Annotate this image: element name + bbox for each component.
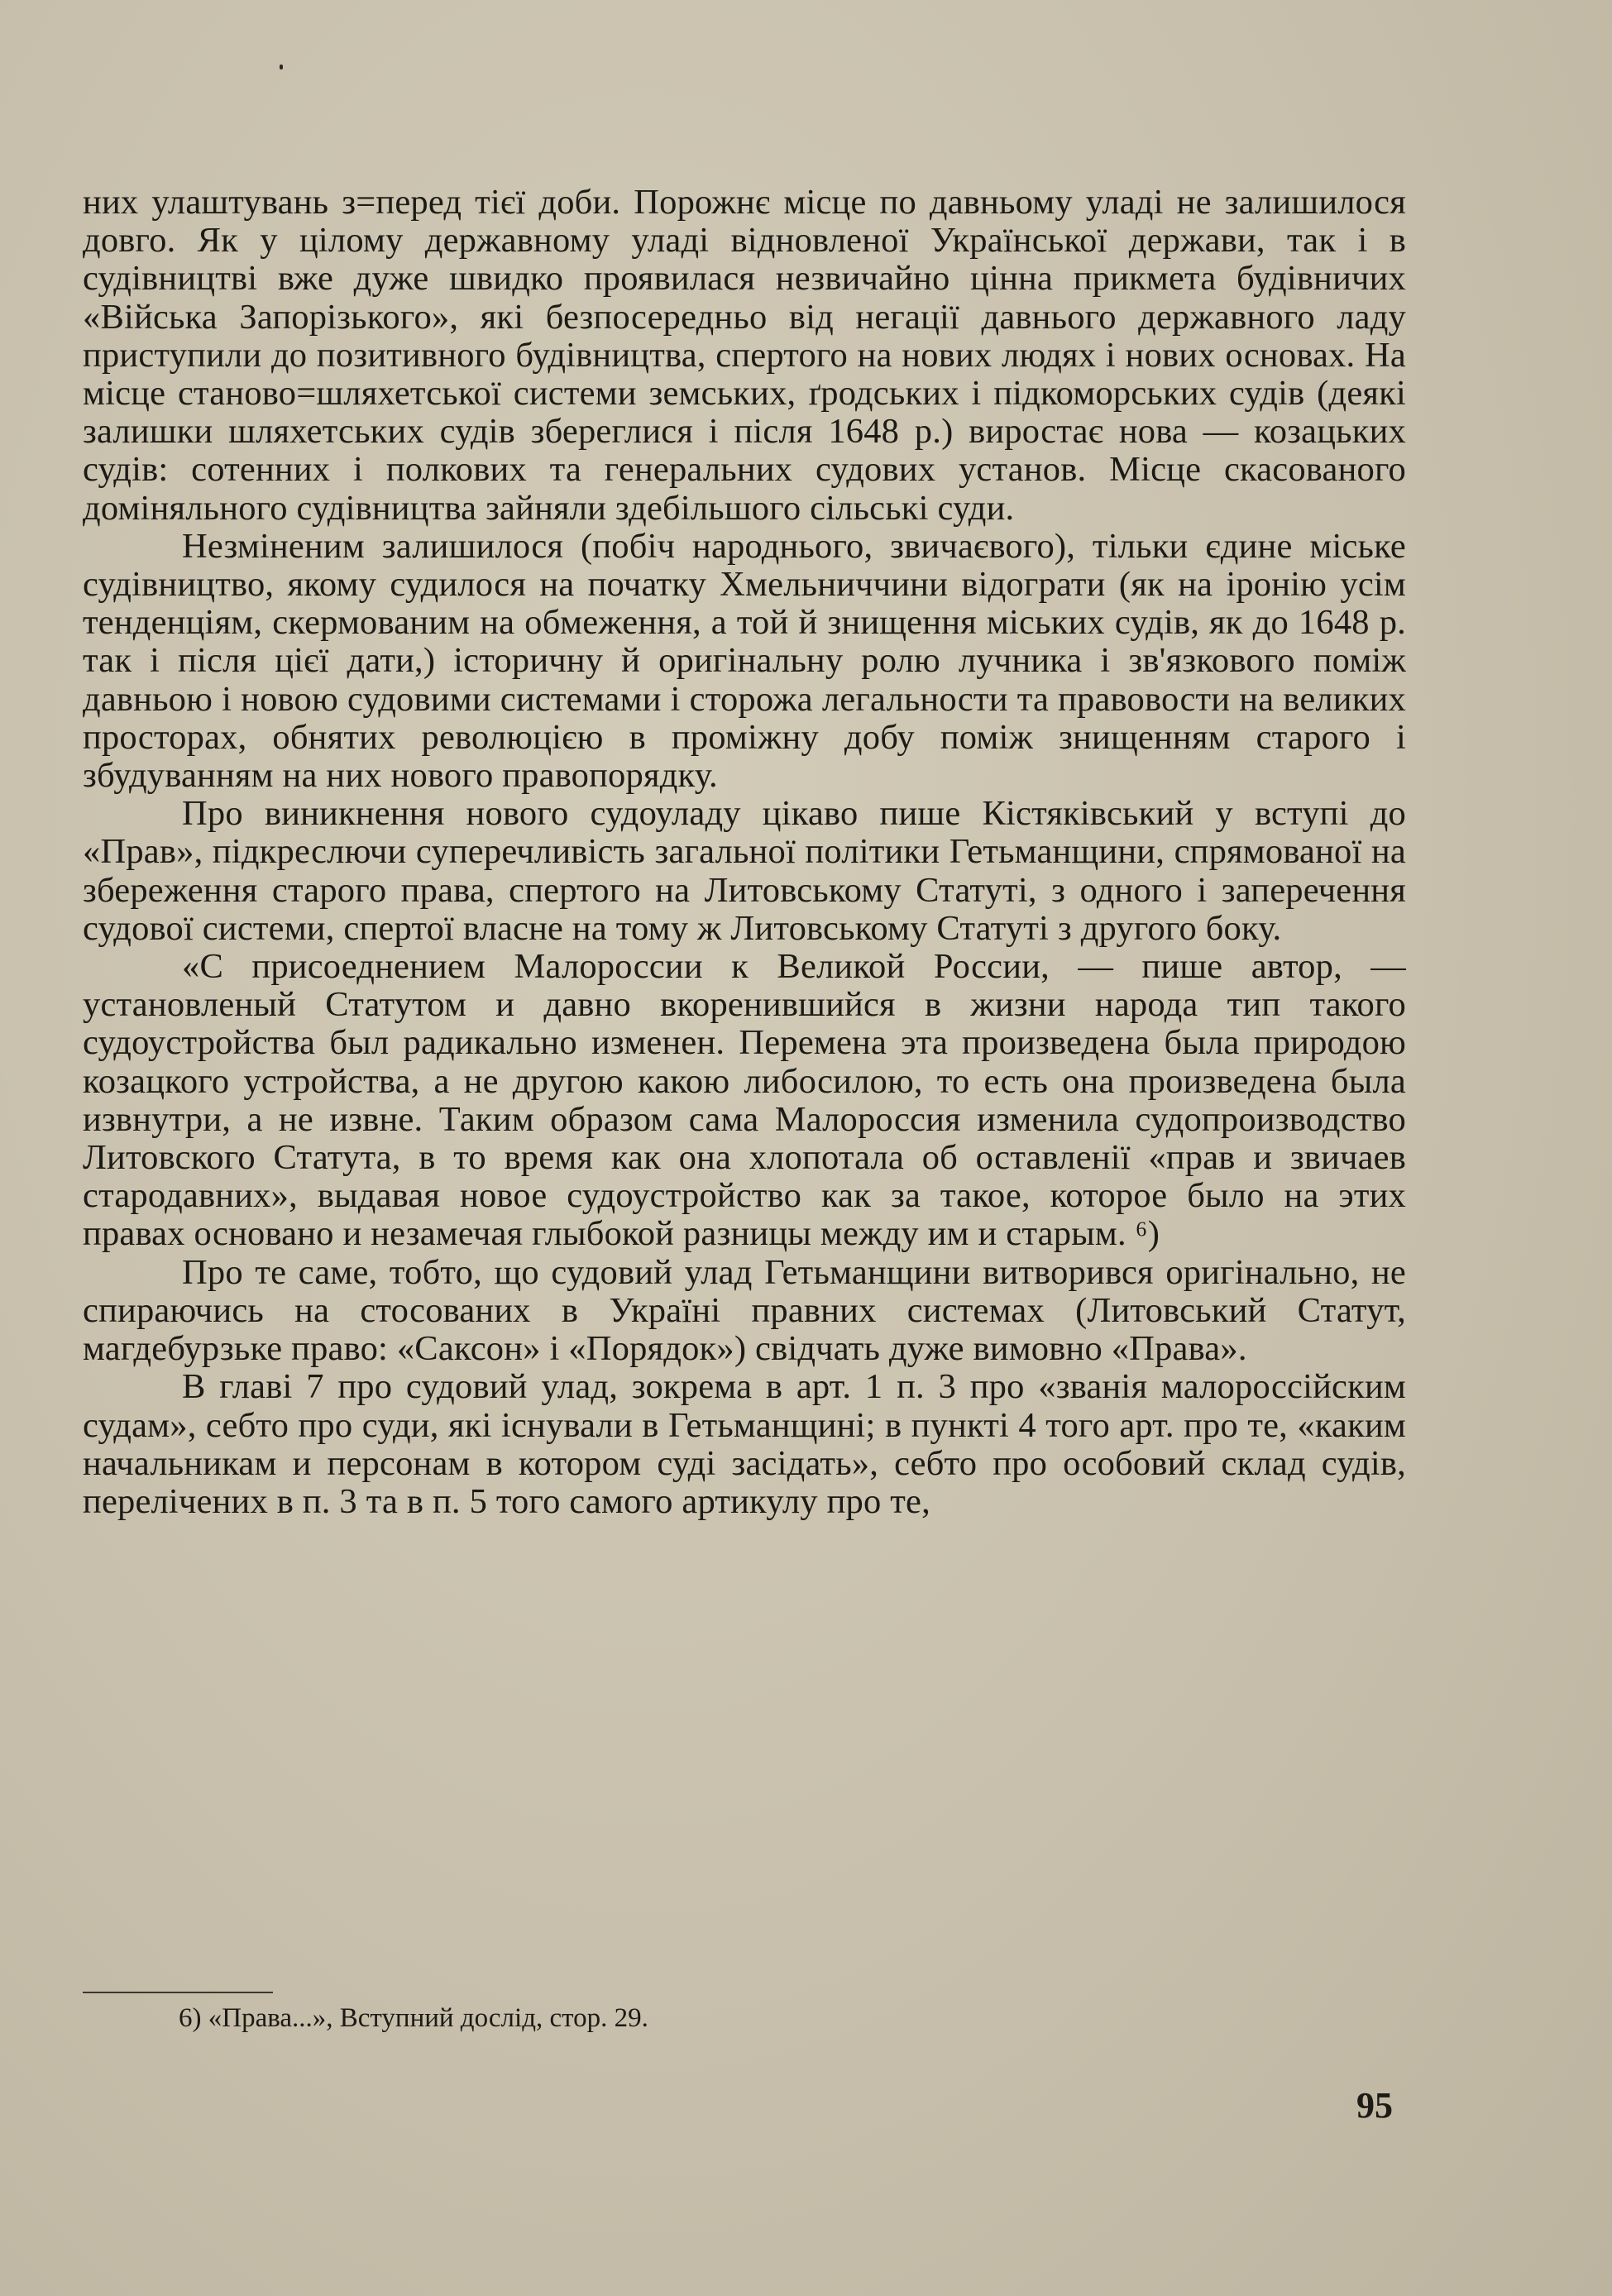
paragraph-1: них улаштувань з=перед тієї доби. Порожнє місце по давньому уладі не залишилося довго. Як у цілому державному уладі відновленої Української держави, так і в судівництві вже дуже швидко проявилася незвичайно цінна прикмета будівничих «Війська Запорізького», які безпосередньо від негації давнього державного ладу приступили до позитивного будівництва, спертого на нових людях і нових основах. На місце станово=шляхетської системи земських, ґродських і підкоморських судів (деякі залишки шляхетських судів збереглися і після 1648 р.) виростає нова — козацьких судів: сотенних і полкових та генеральних судових установ. Місце скасованого доміняльного судівництва зайняли здебільшого сільські суди. [83, 183, 1406, 528]
footnote-divider [83, 1992, 273, 1993]
page-number: 95 [1356, 2085, 1393, 2126]
ink-speck [280, 65, 283, 69]
paragraph-5: Про те саме, тобто, що судовий улад Гетьманщини витворився оригінально, не спираючись на стосованих в Україні правних системах (Литовський Статут, магдебурзьке право: «Саксон» і «Порядок») свідчать дуже вимовно «Права». [83, 1252, 1406, 1369]
main-text [83, 184, 1406, 1521]
paragraph-6: В главі 7 про судовий улад, зокрема в арт. 1 п. 3 про «званія малороссійским судам», себто про суди, які існували в Гетьманщині; в пункті 4 того арт. про те, «каким начальникам и персонам в котором суді засідать», себто про особовий склад судів, перелічених в п. 3 та в п. 5 того самого артикулу про те, [83, 1367, 1406, 1521]
paragraph-2: Незміненим залишилося (побіч народнього, звичаєвого), тільки єдине міське судівництво, якому судилося на початку Хмельниччини відограти (як на іронію усім тенденціям, скермованим на обмеження, а той й знищення міських судів, як до 1648 р. так і після цієї дати,) історичну й оригінальну ролю лучника і зв'язкового поміж давньою і новою судовими системами і сторожа легальности та правовости на великих просторах, обнятих революцією в проміжну добу поміж знищенням старого і збудуванням на них нового правопорядку. [83, 526, 1406, 796]
footnote: 6) «Права...», Вступний дослід, стор. 29. [179, 2003, 648, 2033]
paragraph-4-quote: «С присоеднением Малороссии к Великой России, — пише автор, — установленый Статутом и давно вкоренившийся в жизни народа тип такого судоустройства был радикально изменен. Перемена эта произведена была природою козацкого устройства, а не другою какою либосилою, то есть она произведена была извнутри, а не извне. Таким образом сама Малороссия изменила судопроизводство Литовского Статута, в то время как она хлопотала об оставленії «прав и звичаев стародавних», выдавая новое судоустройство как за такое, которое было на этих правах основано и незамечая глыбокой разницы между им и старым. ⁶) [83, 947, 1406, 1254]
page-body [83, 184, 1406, 1521]
paragraph-3: Про виникнення нового судоуладу цікаво пише Кістяківський у вступі до «Прав», підкреслючи суперечливість загальної політики Гетьманщини, спрямованої на збереження старого права, спертого на Литовському Статуті, з одного і заперечення судової системи, спертої власне на тому ж Литовському Статуті з другого боку. [83, 794, 1406, 948]
